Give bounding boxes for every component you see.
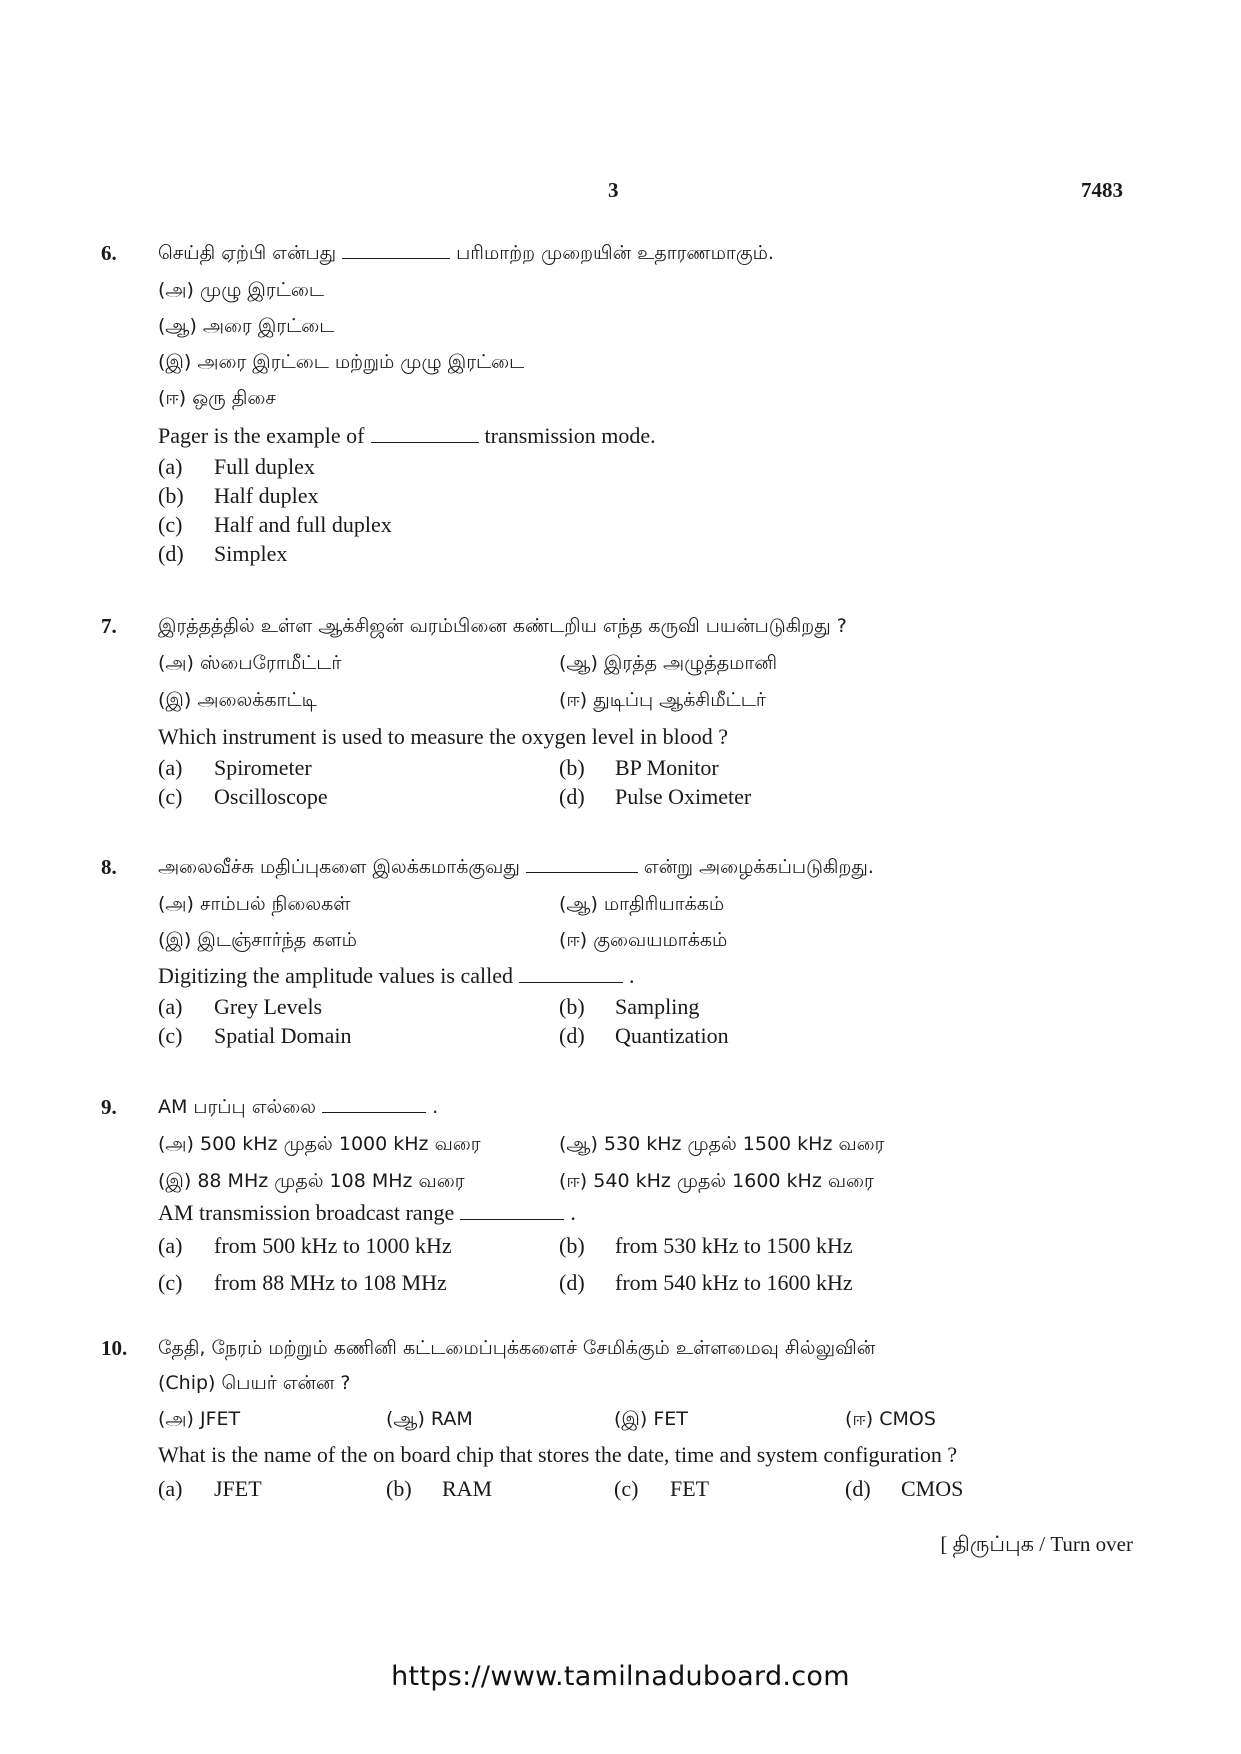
question-number: 10. — [101, 1336, 128, 1360]
english-option: (a) JFET — [158, 1476, 262, 1501]
english-option: (d) CMOS — [845, 1476, 964, 1501]
question-number: 8. — [101, 855, 117, 879]
english-option: (b) Sampling — [559, 994, 700, 1019]
tamil-stem: அலைவீச்சு மதிப்புகளை இலக்கமாக்குவது என்று அழைக்கப்படுகிறது. — [158, 856, 874, 878]
english-option: (c) FET — [614, 1476, 710, 1501]
english-option: (d) Quantization — [559, 1023, 729, 1048]
tamil-stem: செய்தி ஏற்பி என்பது பரிமாற்ற முறையின் உதாரணமாகும். — [158, 242, 774, 264]
tamil-option: (ஈ) குவையமாக்கம் — [559, 929, 728, 951]
tamil-option: (இ) FET — [614, 1408, 688, 1430]
english-option: (b) Half duplex — [158, 483, 319, 508]
question-number: 9. — [101, 1095, 117, 1119]
tamil-option: (அ) முழு இரட்டை — [158, 279, 324, 301]
english-option: (a) Spirometer — [158, 755, 312, 780]
english-option: (c) from 88 MHz to 108 MHz — [158, 1270, 447, 1295]
paper-code: 7483 — [1081, 178, 1123, 202]
english-option: (a) Full duplex — [158, 454, 315, 479]
tamil-option: (ஈ) துடிப்பு ஆக்சிமீட்டர் — [559, 689, 766, 711]
english-option: (b) BP Monitor — [559, 755, 719, 780]
english-option: (a) from 500 kHz to 1000 kHz — [158, 1233, 452, 1258]
english-option: (d) Pulse Oximeter — [559, 784, 752, 809]
english-option: (c) Oscilloscope — [158, 784, 328, 809]
tamil-option: (ஆ) அரை இரட்டை — [158, 315, 335, 337]
tamil-stem-continued: (Chip) பெயர் என்ன ? — [158, 1372, 351, 1394]
english-option: (c) Half and full duplex — [158, 512, 392, 537]
english-stem: What is the name of the on board chip that stores the date, time and system configuration ? — [158, 1442, 958, 1467]
tamil-option: (ஆ) RAM — [386, 1408, 473, 1430]
tamil-option: (அ) ஸ்பைரோமீட்டர் — [158, 652, 342, 674]
tamil-option: (இ) இடஞ்சார்ந்த களம் — [158, 929, 357, 951]
tamil-option: (அ) JFET — [158, 1408, 241, 1430]
tamil-option: (ஆ) 530 kHz முதல் 1500 kHz வரை — [559, 1133, 885, 1155]
tamil-option: (ஆ) மாதிரியாக்கம் — [559, 893, 725, 915]
tamil-option: (இ) அலைக்காட்டி — [158, 689, 317, 711]
tamil-option: (ஈ) 540 kHz முதல் 1600 kHz வரை — [559, 1170, 874, 1192]
tamil-option: (அ) சாம்பல் நிலைகள் — [158, 893, 351, 915]
tamil-option: (ஈ) ஒரு திசை — [158, 387, 276, 409]
english-option: (a) Grey Levels — [158, 994, 323, 1019]
english-stem: Which instrument is used to measure the oxygen level in blood ? — [158, 724, 729, 749]
english-stem: Pager is the example of transmission mode. — [158, 423, 656, 448]
tamil-stem: AM பரப்பு எல்லை . — [158, 1096, 439, 1118]
tamil-stem: இரத்தத்தில் உள்ள ஆக்சிஜன் வரம்பினை கண்டறிய எந்த கருவி பயன்படுகிறது ? — [158, 615, 847, 637]
question-number: 6. — [101, 241, 117, 265]
question-number: 7. — [101, 614, 117, 638]
tamil-option: (ஈ) CMOS — [845, 1408, 936, 1430]
tamil-option: (அ) 500 kHz முதல் 1000 kHz வரை — [158, 1133, 481, 1155]
tamil-option: (ஆ) இரத்த அழுத்தமானி — [559, 652, 778, 674]
english-option: (c) Spatial Domain — [158, 1023, 352, 1048]
english-option: (d) Simplex — [158, 541, 288, 566]
english-stem: AM transmission broadcast range . — [158, 1200, 576, 1225]
page-number: 3 — [608, 178, 619, 202]
english-option: (b) from 530 kHz to 1500 kHz — [559, 1233, 853, 1258]
website-url[interactable]: https://www.tamilnaduboard.com — [391, 1661, 850, 1692]
english-stem: Digitizing the amplitude values is called . — [158, 963, 635, 988]
tamil-option: (இ) 88 MHz முதல் 108 MHz வரை — [158, 1170, 465, 1192]
english-option: (d) from 540 kHz to 1600 kHz — [559, 1270, 853, 1295]
english-option: (b) RAM — [386, 1476, 493, 1501]
tamil-option: (இ) அரை இரட்டை மற்றும் முழு இரட்டை — [158, 351, 525, 373]
turn-over-note: [ திருப்புக / Turn over — [940, 1532, 1133, 1556]
tamil-stem: தேதி, நேரம் மற்றும் கணினி கட்டமைப்புக்களைச் சேமிக்கும் உள்ளமைவு சில்லுவின் — [158, 1337, 876, 1359]
